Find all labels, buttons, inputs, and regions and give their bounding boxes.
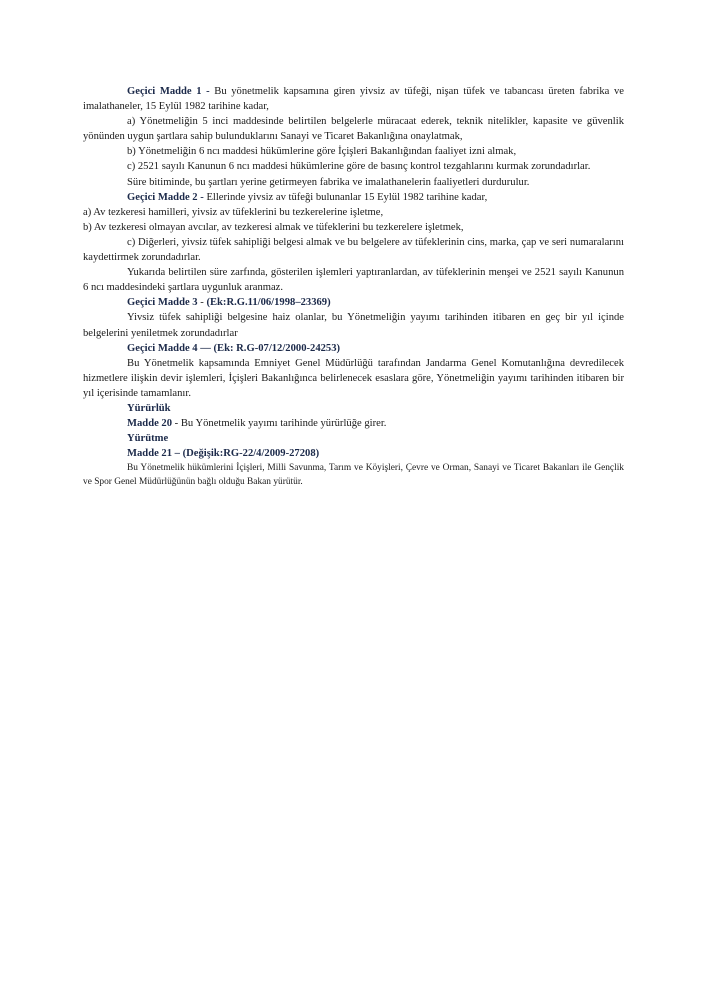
- gecici-madde-2-item-c: c) Diğerleri, yivsiz tüfek sahipliği belgesi almak ve bu belgelere av tüfeklerinin cins, marka, çap ve seri numaralarını kaydettirmek zorundadırlar.: [83, 236, 624, 264]
- gecici-madde-2-heading: Geçici Madde 2 -: [127, 191, 204, 203]
- gecici-madde-1-item-c: c) 2521 sayılı Kanunun 6 ncı maddesi hükümlerine göre de basınç kontrol tezgahlarını kurmak zorundadırlar.: [127, 161, 591, 173]
- madde-20-label: Madde 20: [127, 418, 173, 430]
- madde-21-heading: Madde 21 – (Değişik:RG-22/4/2009-27208): [127, 448, 320, 460]
- gecici-madde-1-closing: Süre bitiminde, bu şartları yerine getirmeyen fabrika ve imalathanelerin faaliyetleri durdurulur.: [127, 176, 530, 188]
- gecici-madde-2-closing: Yukarıda belirtilen süre zarfında, gösterilen işlemleri yaptıranlardan, av tüfeklerinin menşei ve 2521 sayılı Kanunun 6 ncı maddesindeki şartlara uygunluk aranmaz.: [83, 267, 624, 294]
- gecici-madde-1-item-b: b) Yönetmeliğin 6 ncı maddesi hükümlerine göre İçişleri Bakanlığından faaliyet izni almak,: [127, 146, 517, 158]
- gecici-madde-4-text: Bu Yönetmelik kapsamında Emniyet Genel Müdürlüğü tarafından Jandarma Genel Komutanlığına devredilecek hizmetlere ilişkin devir işlemleri, İçişleri Bakanlığınca belirlenecek esaslara göre, Yönetmeliğin yayımı tarihinden itibaren bir yıl içerisinde tamamlanır.: [83, 357, 624, 399]
- madde-20-text: - Bu Yönetmelik yayımı tarihinde yürürlüğe girer.: [172, 418, 387, 430]
- gecici-madde-3-text: Yivsiz tüfek sahipliği belgesine haiz olanlar, bu Yönetmeliğin yayımı tarihinden itibaren en geç bir yıl içinde belgelerini yeniletmek zorundadırlar: [83, 312, 624, 339]
- gecici-madde-4-heading: Geçici Madde 4 — (Ek: R.G-07/12/2000-24253): [127, 342, 341, 354]
- document-page: [83, 84, 624, 489]
- madde-21-text: Bu Yönetmelik hükümlerini İçişleri, Milli Savunma, Tarım ve Köyişleri, Çevre ve Orman, Sanayi ve Ticaret Bakanları ile Gençlik ve Spor Genel Müdürlüğünün bağlı olduğu Bakan yürütür.: [83, 463, 624, 488]
- gecici-madde-3-separator: -: [197, 297, 207, 309]
- madde-20-line: [83, 416, 624, 431]
- gecici-madde-2-intro: [83, 190, 624, 205]
- gecici-madde-3-heading-line: [83, 295, 624, 310]
- gecici-madde-2-item-a: a) Av tezkeresi hamilleri, yivsiz av tüfeklerini bu tezkerelerine işletme,: [83, 206, 384, 218]
- gecici-madde-1-intro: [83, 84, 624, 114]
- gecici-madde-1-heading: Geçici Madde 1 -: [127, 86, 210, 97]
- yururluk-heading: Yürürlük: [127, 402, 171, 414]
- gecici-madde-1-item-a: a) Yönetmeliğin 5 inci maddesinde belirtilen belgelerle müracaat ederek, teknik nitelikler, kapasite ve güvenlik yönünden uygun şartlara sahip bulunduklarını Sanayi ve Ticaret Bakanlığına onaylatmak,: [83, 116, 624, 143]
- gecici-madde-1-intro-text: Bu yönetmelik kapsamına giren yivsiz av tüfeği, nişan tüfek ve tabancası üreten fabrika ve imalathaneler, 15 Eylül 1982 tarihine kadar,: [83, 86, 624, 113]
- gecici-madde-2-intro-text: Ellerinde yivsiz av tüfeği bulunanlar 15 Eylül 1982 tarihine kadar,: [203, 191, 488, 203]
- gecici-madde-2-item-b: b) Av tezkeresi olmayan avcılar, av tezkeresi almak ve tüfeklerini bu tezkerelere işletmek,: [83, 221, 464, 233]
- gecici-madde-3-amendment: (Ek:R.G.11/06/1998–23369): [206, 297, 331, 309]
- yurutme-heading: Yürütme: [127, 433, 169, 445]
- gecici-madde-3-heading: Geçici Madde 3: [127, 297, 198, 309]
